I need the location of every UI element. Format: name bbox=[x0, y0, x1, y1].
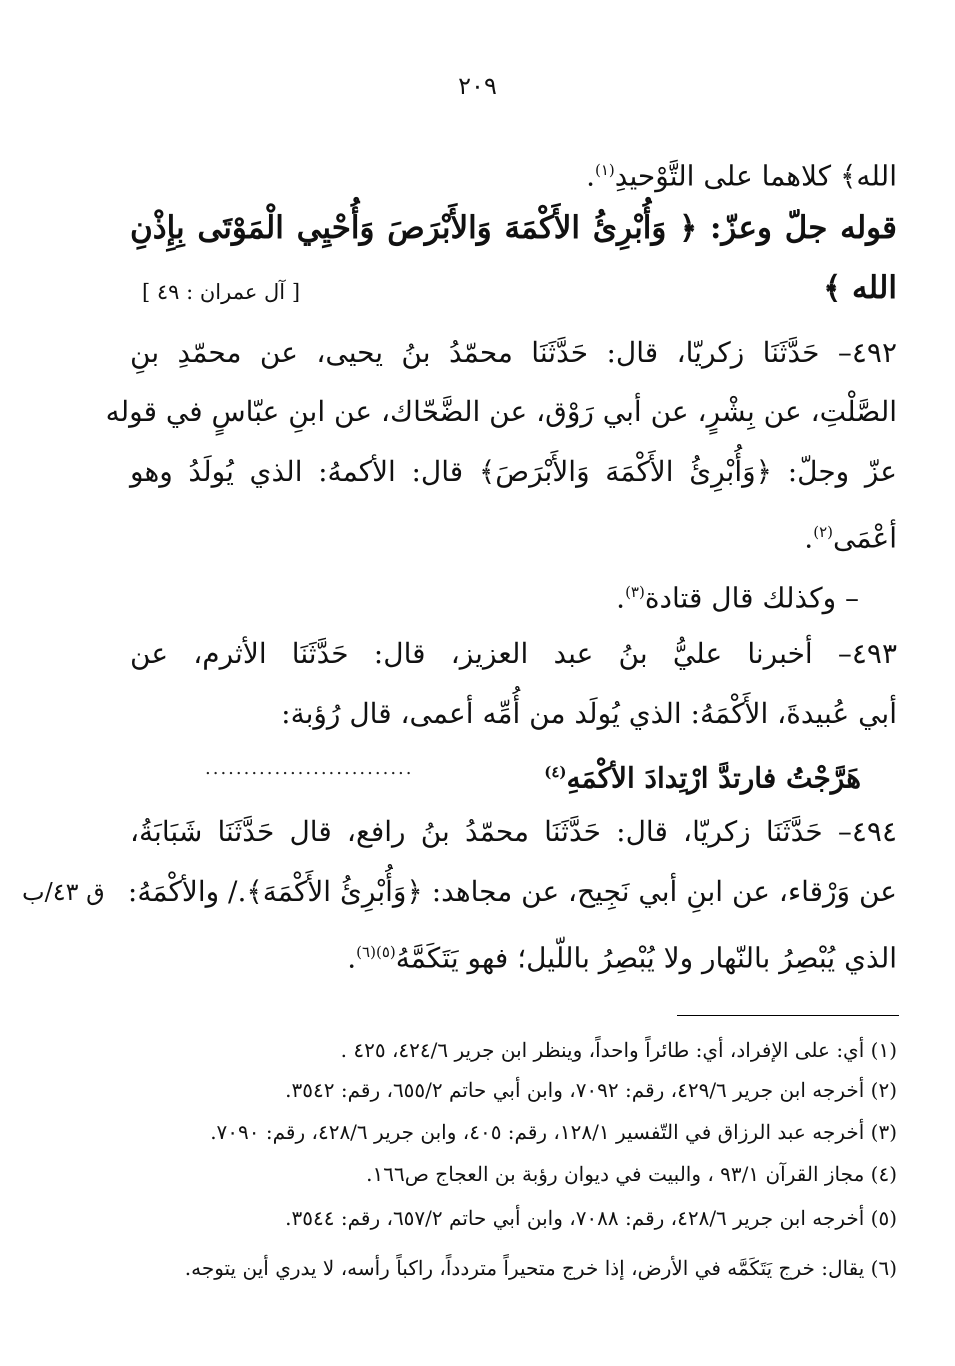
footnote-2: (٢) أخرجه ابن جرير ٤٢٩/٦، رقم: ٧٠٩٢، وابن أبي حاتم ٦٥٥/٢، رقم: ٣٥٤٢. bbox=[285, 1078, 897, 1102]
footnote-6: (٦) يقال: خرج يَتَكَمَّه في الأرض، إذا خرج متحيراً متردداً، راكباً رأسه، لا يدري أين يتوجه. bbox=[184, 1256, 897, 1280]
manuscript-margin-note: ق ٤٣/ب bbox=[22, 878, 105, 906]
footnote-4: (٤) مجاز القرآن ٩٣/١ ، والبيت في ديوان رؤبة بن العجاج ص١٦٦. bbox=[366, 1162, 897, 1186]
verse-ellipsis: ........................... bbox=[205, 758, 414, 779]
footnote-1: (١) أي: على الإفراد، أي: طائراً واحداً، وينظر ابن جرير ٤٢٤/٦، ٤٢٥ . bbox=[340, 1038, 897, 1062]
qatada-line: – وكذلك قال قتادة$^{(٣)}$. bbox=[616, 581, 859, 615]
hadith-494-line-2: عن وَرْقاء، عن ابنِ أبي نَجِيح، عن مجاهد: ﴿وَأُبْرِئُ الأَكْمَهَ﴾./ والأكْمَهُ: bbox=[127, 875, 897, 908]
verse-line: هَرَّجْتُ فارتدَّ ارْتِدادَ الأكْمَهِ$^{(٤)}$ bbox=[544, 761, 861, 795]
footnote-5: (٥) أخرجه ابن جرير ٤٢٨/٦، رقم: ٧٠٨٨، وابن أبي حاتم ٦٥٧/٢، رقم: ٣٥٤٤. bbox=[285, 1206, 897, 1230]
footnote-divider bbox=[677, 1015, 899, 1016]
hadith-492-line-2: الصَّلْتِ، عن بِشْرٍ، عن أبي رَوْق، عن الضَّحّاك، عن ابنِ عبّاسٍ في قوله bbox=[105, 395, 897, 428]
heading-verse-line-2: الله ﴾ bbox=[823, 270, 897, 306]
hadith-494-line-1: ٤٩٤– حَدَّثَنَا زكريّا، قال: حَدَّثَنَا محمّدُ بنُ رافع، قال حَدَّثَنَا شَبَابَةُ، bbox=[130, 815, 897, 848]
heading-verse-line-1: قوله جلّ وعزّ: ﴿ وَأُبْرِئُ الأَكْمَهَ وَالأَبْرَصَ وَأُحْيِي الْمَوْتَى بِإِذْنِ bbox=[130, 210, 897, 246]
page-number: ٢٠٩ bbox=[458, 72, 497, 100]
text-line-1: الله﴾ كلاهما على التَّوْحيدِ$^{(١)}$. bbox=[586, 159, 897, 193]
footnote-3: (٣) أخرجه عبد الرزاق في التّفسير ١٢٨/١، رقم: ٤٠٥، وابن جرير ٤٢٨/٦، رقم: ٧٠٩٠. bbox=[210, 1120, 897, 1144]
hadith-493-line-2: أبي عُبيدةَ، الأَكْمَهُ: الذي يُولَد من أُمِّه أعمى، قال رُؤبة: bbox=[281, 697, 897, 730]
hadith-493-line-1: ٤٩٣– أخبرنا عليُّ بنُ عبد العزيز، قال: حَدَّثَنَا الأثرم، عن bbox=[130, 637, 897, 670]
hadith-492-line-1: ٤٩٢– حَدَّثَنَا زكريّا، قال: حَدَّثَنَا محمّدُ بنُ يحيى، عن محمّدِ بنِ bbox=[130, 336, 897, 369]
hadith-494-line-3: الذي يُبْصِرُ بالنّهار ولا يُبْصِرُ باللّيل؛ فهو يَتَكَمَّهُ$^{(٥)(٦)}$. bbox=[347, 941, 897, 975]
quran-reference: [ آل عمران : ٤٩ ] bbox=[142, 280, 301, 304]
hadith-492-line-4: أعْمَى$^{(٢)}$. bbox=[804, 521, 897, 555]
hadith-492-line-3: عزّ وجلّ: ﴿وَأُبْرِئُ الأَكْمَهَ وَالأَبْرَصَ﴾ قال: الأكمهُ: الذي يُولَدُ وهو bbox=[130, 455, 897, 488]
